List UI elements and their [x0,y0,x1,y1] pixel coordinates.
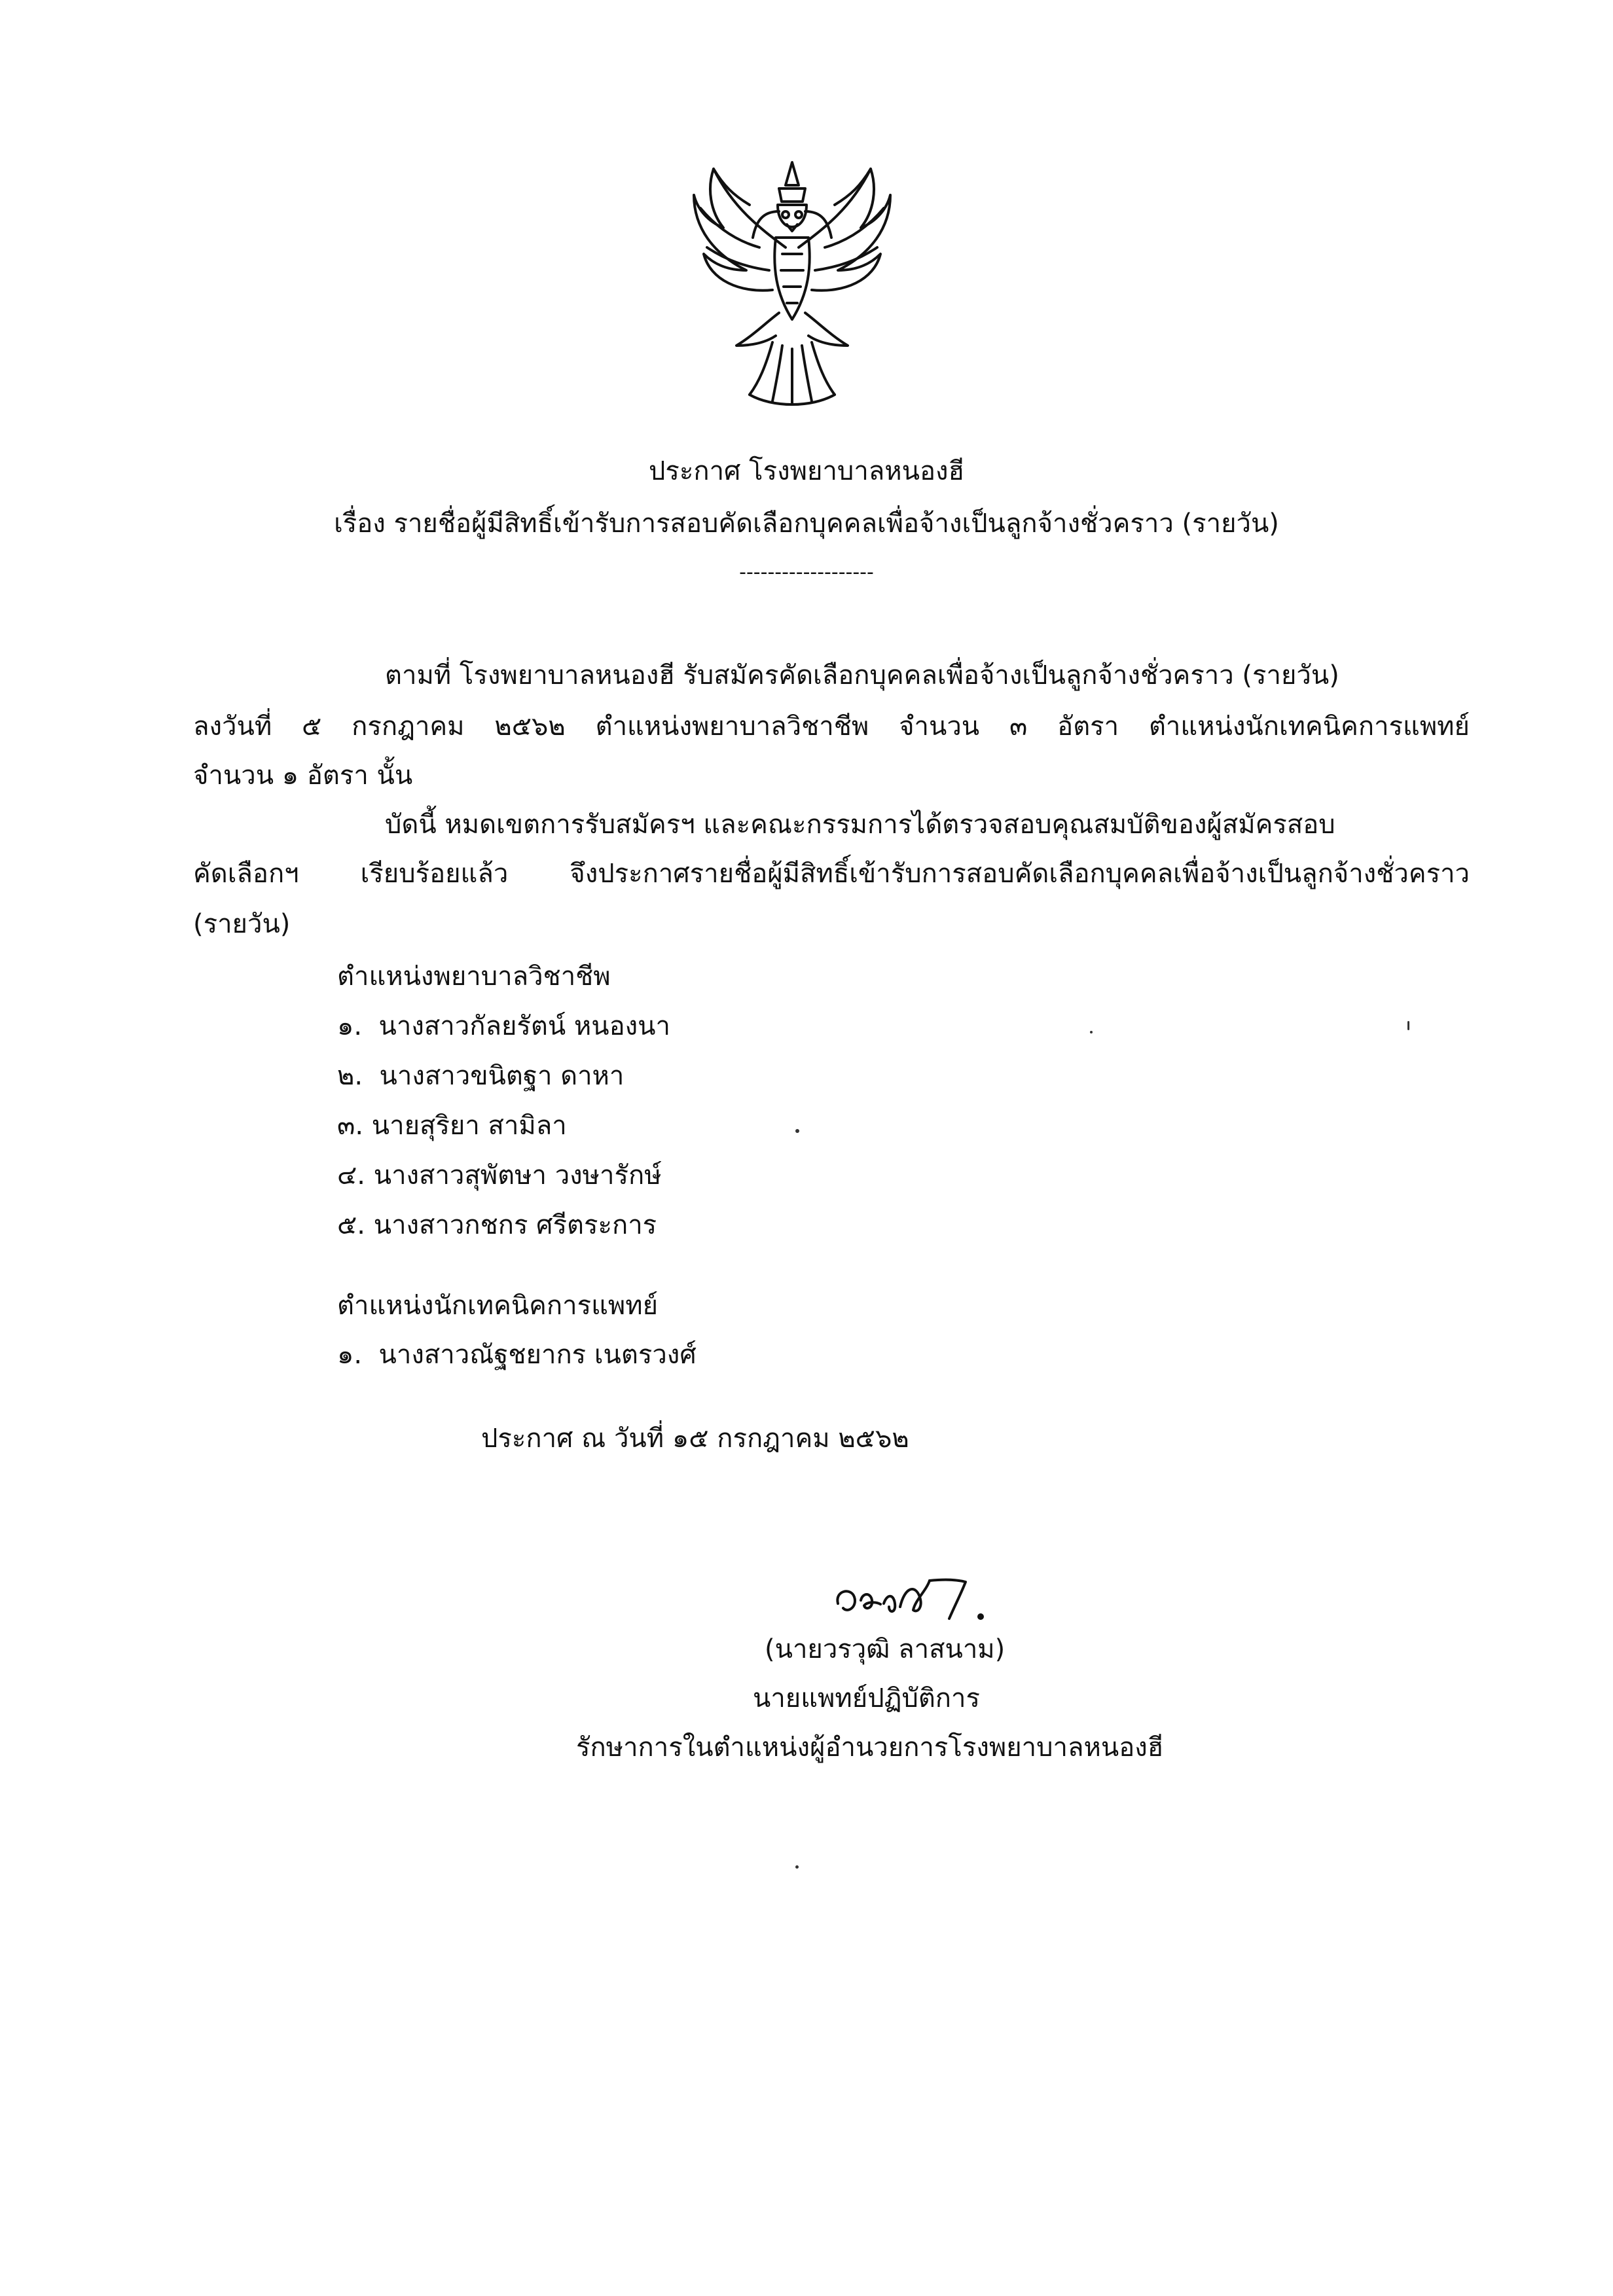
signer-name: (นายวรวุฒิ ลาสนาม) [765,1634,1006,1664]
list-item-name: นางสาวกชกร ศรีตระการ [373,1210,657,1240]
list-item [337,1063,624,1089]
paragraph-2-line-1: บัดนี้ หมดเขตการรับสมัครฯ และคณะกรรมการได้ตรวจสอบคุณสมบัติของผู้สมัครสอบ [385,810,1335,840]
list-item-name: นางสาวขนิตฐา ดาหา [379,1061,625,1091]
list-item-number: ๓. [337,1111,364,1141]
list-item-name: นางสาวกัลยรัตน์ หนองนา [378,1011,670,1041]
list-item [337,1212,657,1238]
scan-speck [795,1865,799,1869]
paragraph-1-line-3: จำนวน ๑ อัตรา นั้น [193,761,413,791]
list-item-name: นางสาวณัฐชยากร เนตรวงศ์ [378,1340,697,1370]
list-item-name: นายสุริยา สามิลา [371,1111,567,1141]
scan-speck [795,1129,799,1133]
list-item-number: ๑. [337,1011,363,1041]
signer-acting-position: รักษาการในตำแหน่งผู้อำนวยการโรงพยาบาลหนองฮี [576,1732,1164,1763]
paragraph-2-line-2: คัดเลือกฯ เรียบร้อยแล้ว จึงประกาศรายชื่อผู้มีสิทธิ์เข้ารับการสอบคัดเลือกบุคคลเพื่อจ้างเป็นลูกจ้างชั่วคราว [193,859,1470,889]
announcement-date: ประกาศ ณ วันที่ ๑๕ กรกฎาคม ๒๕๖๒ [481,1424,909,1454]
paragraph-1-line-1: ตามที่ โรงพยาบาลหนองฮี รับสมัครคัดเลือกบุคคลเพื่อจ้างเป็นลูกจ้างชั่วคราว (รายวัน) [385,660,1339,691]
paragraph-1-line-2: ลงวันที่ ๕ กรกฎาคม ๒๕๖๒ ตำแหน่งพยาบาลวิชาชีพ จำนวน ๓ อัตรา ตำแหน่งนักเทคนิคการแพทย์ [193,711,1470,742]
list-item-number: ๒. [337,1061,363,1091]
list-item [337,1162,662,1189]
handwritten-signature [831,1568,995,1633]
list-item-number: ๑. [337,1340,363,1370]
position-heading-medtech: ตำแหน่งนักเทคนิคการแพทย์ [337,1291,659,1321]
list-item-number: ๔. [337,1160,365,1191]
header-divider: ------------------- [739,561,874,584]
announcement-subject: เรื่อง รายชื่อผู้มีสิทธิ์เข้ารับการสอบคัดเลือกบุคคลเพื่อจ้างเป็นลูกจ้างชั่วคราว (รายวัน) [334,509,1279,539]
paragraph-2-line-3: (รายวัน) [193,909,291,939]
signer-title: นายแพทย์ปฏิบัติการ [753,1683,980,1713]
announcement-title: ประกาศ โรงพยาบาลหนองฮี [649,456,964,486]
list-item [337,1013,670,1039]
list-item-number: ๕. [337,1210,365,1240]
position-heading-nurse: ตำแหน่งพยาบาลวิชาชีพ [337,961,611,992]
list-item-name: นางสาวสุพัตษา วงษารักษ์ [373,1160,662,1191]
list-item [337,1342,697,1368]
scan-speck [1407,1021,1409,1030]
scan-speck [1090,1031,1093,1033]
list-item [337,1113,567,1139]
garuda-emblem [687,149,897,411]
